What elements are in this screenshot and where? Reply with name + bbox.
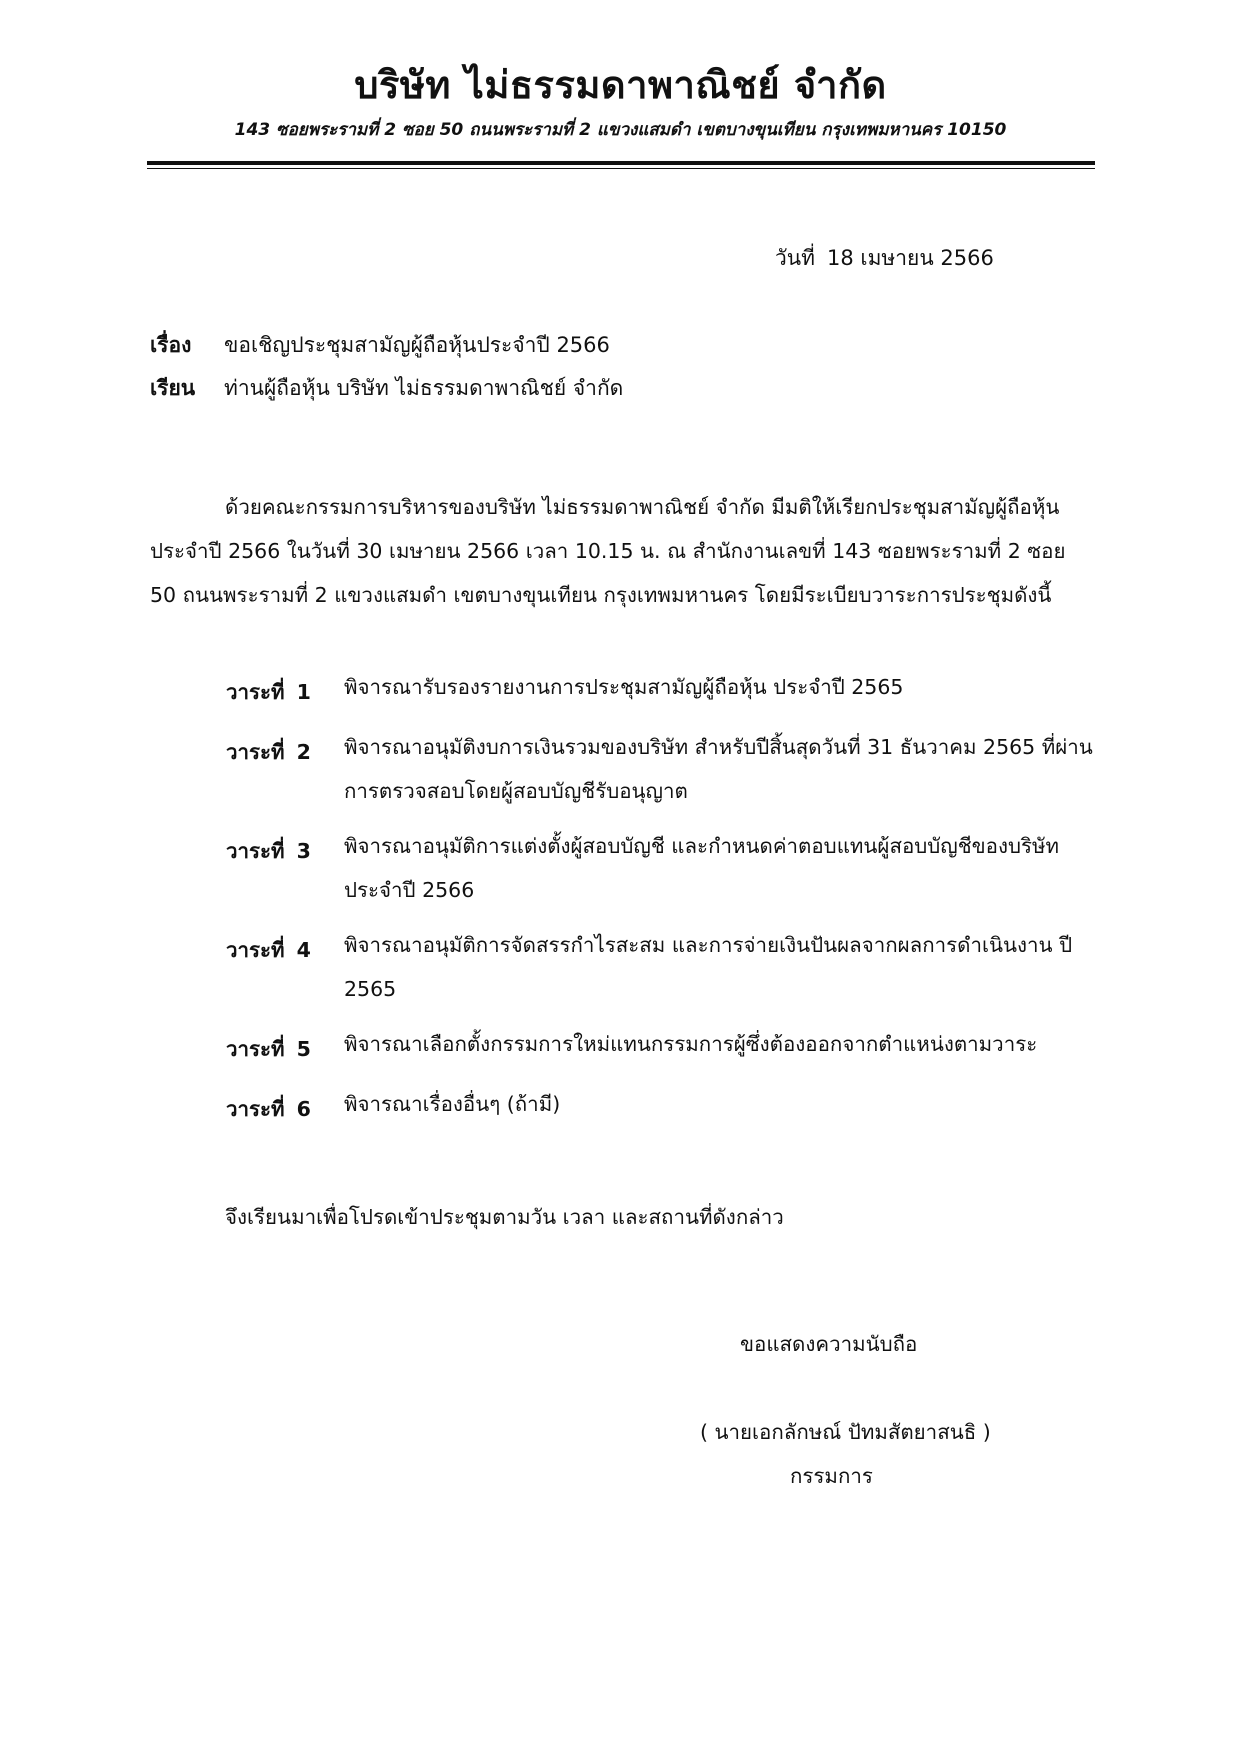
agenda-label: วาระที่ 6: [226, 1097, 311, 1121]
agenda-label: วาระที่ 1: [226, 680, 311, 704]
agenda-label: วาระที่ 4: [226, 938, 311, 962]
body-line-3: 50 ถนนพระรามที่ 2 แขวงแสมดำ เขตบางขุนเทียน กรุงเทพมหานคร โดยมีระเบียบวาระการประชุมดังนี้: [150, 583, 1052, 607]
agenda-text: พิจารณาเลือกตั้งกรรมการใหม่แทนกรรมการผู้ซึ่งต้องออกจากตำแหน่งตามวาระ: [344, 1032, 1038, 1056]
signature-title: กรรมการ: [790, 1464, 873, 1488]
company-name: บริษัท ไม่ธรรมดาพาณิชย์ จำกัด: [354, 63, 887, 107]
recipient-row: [150, 372, 623, 405]
body-line-2: ประจำปี 2566 ในวันที่ 30 เมษายน 2566 เวลา 10.15 น. ณ สำนักงานเลขที่ 143 ซอยพระรามที่ 2 ซอย: [150, 539, 1066, 563]
agenda-number: 2: [296, 740, 311, 764]
header-divider-thin: [147, 168, 1095, 169]
agenda-number: 3: [296, 839, 311, 863]
company-address: 143 ซอยพระรามที่ 2 ซอย 50 ถนนพระรามที่ 2 แขวงแสมดำ เขตบางขุนเทียน กรุงเทพมหานคร 10150: [234, 120, 1007, 140]
subject-label: เรื่อง: [150, 333, 192, 357]
agenda-label: วาระที่ 5: [226, 1037, 311, 1061]
closing-text: จึงเรียนมาเพื่อโปรดเข้าประชุมตามวัน เวลา และสถานที่ดังกล่าว: [225, 1205, 784, 1229]
subject-text: ขอเชิญประชุมสามัญผู้ถือหุ้นประจำปี 2566: [224, 333, 610, 357]
agenda-text: พิจารณารับรองรายงานการประชุมสามัญผู้ถือหุ้น ประจำปี 2565: [344, 675, 904, 699]
agenda-text: พิจารณาเรื่องอื่นๆ (ถ้ามี): [344, 1092, 561, 1116]
agenda-text: พิจารณาอนุมัติการแต่งตั้งผู้สอบบัญชี และกำหนดค่าตอบแทนผู้สอบบัญชีของบริษัท ประจำปี 2566: [344, 834, 1060, 902]
date-label: วันที่: [775, 246, 815, 270]
agenda-number: 1: [296, 680, 311, 704]
agenda-label: วาระที่ 3: [226, 839, 311, 863]
subject-row: [150, 329, 610, 362]
agenda-number: 6: [296, 1097, 311, 1121]
signature-regards: ขอแสดงความนับถือ: [740, 1332, 918, 1356]
recipient-text: ท่านผู้ถือหุ้น บริษัท ไม่ธรรมดาพาณิชย์ จำกัด: [224, 376, 624, 400]
date-value: 18 เมษายน 2566: [827, 246, 994, 270]
agenda-text: พิจารณาอนุมัติงบการเงินรวมของบริษัท สำหรับปีสิ้นสุดวันที่ 31 ธันวาคม 2565 ที่ผ่านการตรวจสอบโดยผู้สอบบัญชีรับอนุญาต: [344, 735, 1093, 803]
letter-date: [775, 242, 994, 275]
agenda-number: 5: [296, 1037, 311, 1061]
agenda-label: วาระที่ 2: [226, 740, 311, 764]
body-line-1: ด้วยคณะกรรมการบริหารของบริษัท ไม่ธรรมดาพาณิชย์ จำกัด มีมติให้เรียกประชุมสามัญผู้ถือหุ้น: [225, 495, 1060, 519]
signature-name: ( นายเอกลักษณ์ ปัทมสัตยาสนธิ ): [700, 1420, 991, 1444]
agenda-text: พิจารณาอนุมัติการจัดสรรกำไรสะสม และการจ่ายเงินปันผลจากผลการดำเนินงาน ปี 2565: [344, 933, 1073, 1001]
recipient-label: เรียน: [150, 376, 196, 400]
header-divider-thick: [147, 161, 1095, 165]
agenda-number: 4: [296, 938, 311, 962]
